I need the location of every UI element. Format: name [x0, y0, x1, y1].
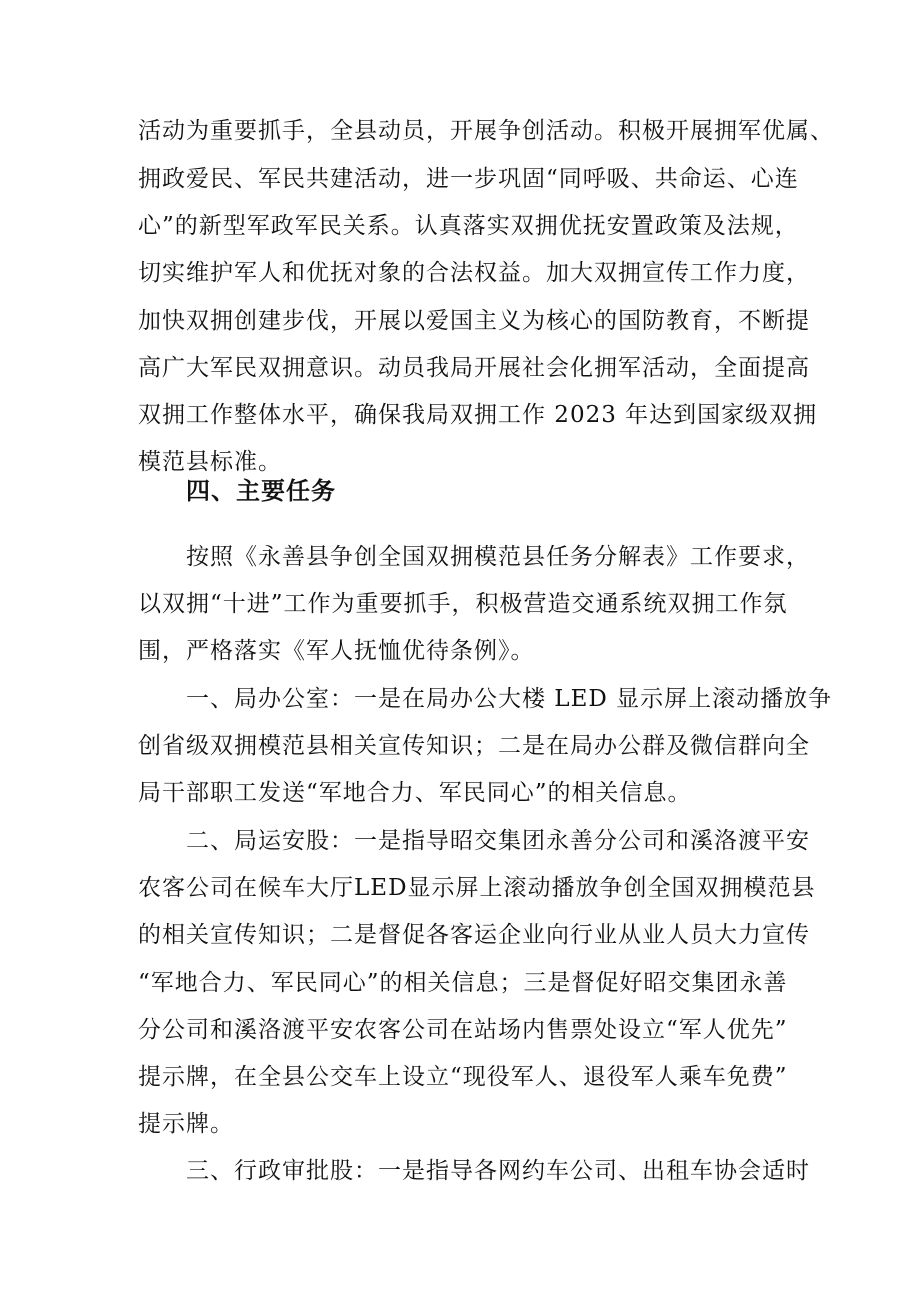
- text-line: “军地合力、军民同心”的相关信息；三是督促好昭交集团永善: [138, 970, 788, 996]
- text-line: 按照《永善县争创全国双拥模范县任务分解表》工作要求，: [186, 544, 810, 570]
- section-heading: 四、主要任务: [186, 477, 336, 505]
- text-line: 双拥工作整体水平，确保我局双拥工作 2023 年达到国家级双拥: [138, 402, 818, 428]
- text-line: 活动为重要抓手，全县动员，开展争创活动。积极开展拥军优属、: [138, 118, 834, 144]
- text-line: 围，严格落实《军人抚恤优待条例》。: [138, 638, 535, 664]
- text-line: 分公司和溪洛渡平安农客公司在站场内售票处设立“军人优先”: [138, 1017, 788, 1043]
- text-line: 以双拥“十进”工作为重要抓手，积极营造交通系统双拥工作氛: [138, 591, 788, 617]
- text-line: 三、行政审批股：一是指导各网约车公司、出租车协会适时: [186, 1158, 810, 1184]
- text-line: 模范县标准。: [138, 449, 282, 475]
- text-line: 的相关宣传知识；二是督促各客运企业向行业从业人员大力宣传: [138, 922, 810, 948]
- text-line: 提示牌。: [138, 1111, 234, 1137]
- text-line: 心”的新型军政军民关系。认真落实双拥优抚安置政策及法规，: [138, 213, 799, 239]
- text-line: 切实维护军人和优抚对象的合法权益。加大双拥宣传工作力度，: [138, 260, 810, 286]
- text-line: 局干部职工发送“军地合力、军民同心”的相关信息。: [138, 780, 692, 806]
- text-line: 提示牌，在全县公交车上设立“现役军人、退役军人乘车免费”: [138, 1064, 788, 1090]
- text-line: 拥政爱民、军民共建活动，进一步巩固“同呼吸、共命运、心连: [138, 166, 799, 192]
- text-line: 农客公司在候车大厅LED显示屏上滚动播放争创全国双拥模范县: [138, 875, 816, 901]
- text-line: 一、局办公室：一是在局办公大楼 LED 显示屏上滚动播放争: [186, 686, 833, 712]
- text-line: 高广大军民双拥意识。动员我局开展社会化拥军活动，全面提高: [138, 355, 810, 381]
- text-line: 创省级双拥模范县相关宣传知识；二是在局办公群及微信群向全: [138, 733, 810, 759]
- text-line: 加快双拥创建步伐，开展以爱国主义为核心的国防教育，不断提: [138, 308, 810, 334]
- text-line: 二、局运安股：一是指导昭交集团永善分公司和溪洛渡平安: [186, 828, 810, 854]
